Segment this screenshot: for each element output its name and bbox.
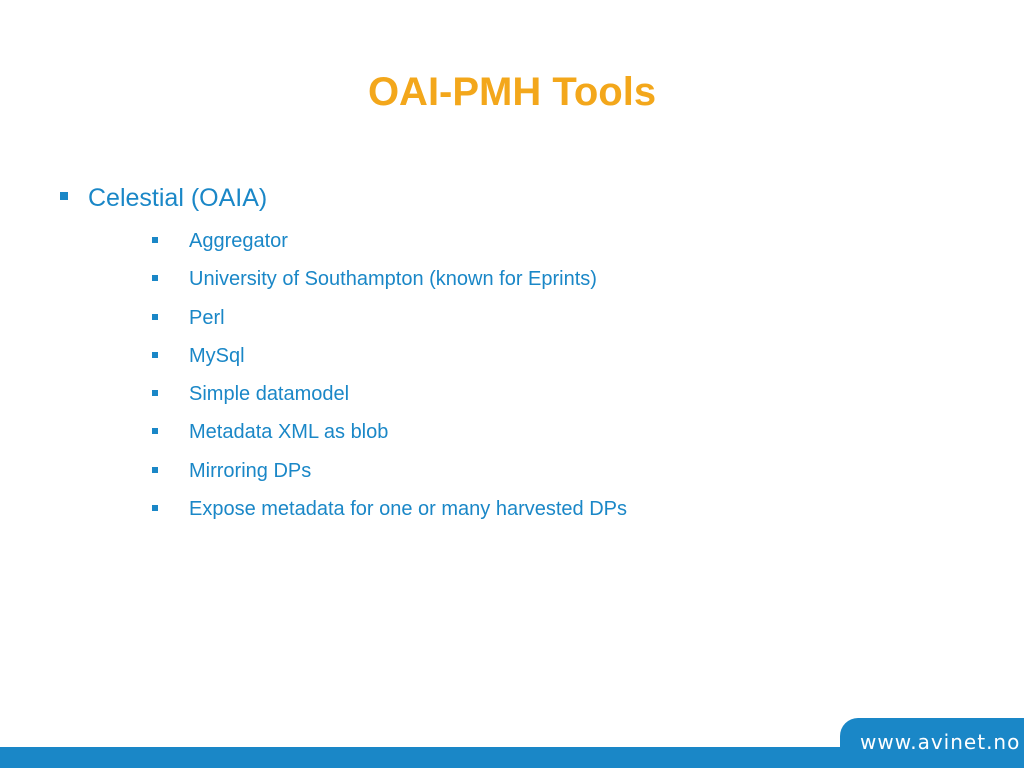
square-bullet-icon bbox=[152, 237, 158, 243]
square-bullet-icon bbox=[152, 275, 158, 281]
sub-bullet-text: Simple datamodel bbox=[189, 383, 350, 406]
sub-bullet-text: Aggregator bbox=[189, 230, 288, 252]
square-bullet-icon bbox=[152, 467, 158, 473]
main-bullet-text: Celestial (OAIA) bbox=[88, 184, 268, 212]
list-item bbox=[0, 303, 900, 341]
sub-bullet-text: Expose metadata for one or many harvested DPs bbox=[189, 498, 628, 521]
main-bullet-item bbox=[0, 181, 800, 215]
sub-bullet-text: Perl bbox=[189, 306, 225, 329]
square-bullet-icon bbox=[152, 428, 158, 434]
sub-bullet-text: Metadata XML as blob bbox=[189, 421, 389, 444]
list-item bbox=[0, 417, 900, 455]
footer-url: www.avinet.no bbox=[860, 730, 1021, 754]
sub-bullet-list bbox=[0, 226, 900, 532]
list-item bbox=[0, 226, 900, 264]
sub-bullet-text: Mirroring DPs bbox=[189, 459, 312, 482]
square-bullet-icon bbox=[60, 192, 68, 200]
list-item bbox=[0, 379, 900, 417]
sub-bullet-text: University of Southampton (known for Eprints) bbox=[189, 268, 597, 291]
list-item bbox=[0, 456, 900, 494]
slide-title: OAI-PMH Tools bbox=[367, 70, 657, 114]
square-bullet-icon bbox=[152, 314, 158, 320]
square-bullet-icon bbox=[152, 390, 158, 396]
square-bullet-icon bbox=[152, 505, 158, 511]
list-item bbox=[0, 341, 900, 379]
list-item bbox=[0, 264, 900, 302]
list-item bbox=[0, 494, 900, 532]
sub-bullet-text: MySql bbox=[189, 344, 245, 367]
square-bullet-icon bbox=[152, 352, 158, 358]
